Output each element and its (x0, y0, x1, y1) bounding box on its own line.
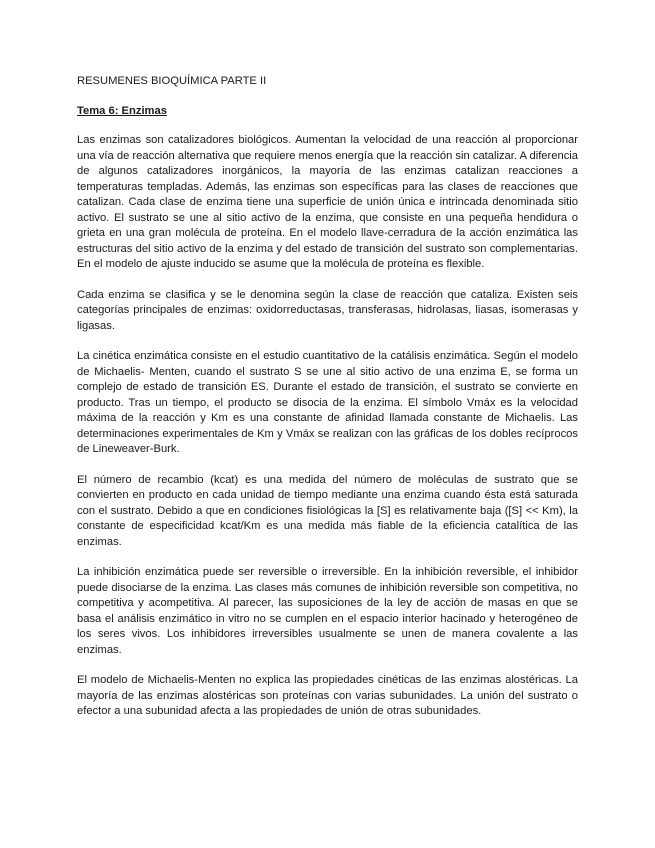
paragraph-enzyme-inhibition: La inhibición enzimática puede ser reversible o irreversible. En la inhibición reversible, el inhibidor puede disociarse de la enzima. Las clases más comunes de inhibición reversible son competitiva, no competitiva y acompetitiva. Al parecer, las suposiciones de la ley de acción de masas en que se basa el análisis enzimático in vitro no se cumplen en el espacio interior hacinado y heterogéneo de los seres vivos. Los inhibidores irreversibles usualmente se unen de manera covalente a las enzimas. (77, 566, 578, 656)
paragraph-enzyme-classes: Cada enzima se clasifica y se le denomina según la clase de reacción que cataliza. Existen seis categorías principales de enzimas: oxidorreductasas, transferasas, hidrolasas, liasas, isomerasas y ligasas. (77, 288, 578, 332)
document-title: RESUMENES BIOQUÍMICA PARTE II (77, 75, 267, 87)
paragraph-allosteric-enzymes: El modelo de Michaelis-Menten no explica las propiedades cinéticas de las enzimas alostéricas. La mayoría de las enzimas alostéricas son proteínas con varias subunidades. La unión del sustrato o efector a una subunidad afecta a las propiedades de unión de otras subunidades. (77, 674, 578, 717)
paragraph-turnover-number: El número de recambio (kcat) es una medida del número de moléculas de sustrato que se convierten en producto en cada unidad de tiempo mediante una enzima cuando ésta está saturada con el sustrato. Debido a que en condiciones fisiológicas la [S] es relativamente baja ([S] << Km), la constante de especificidad kcat/Km es una medida más fiable de la eficiencia catalítica de las enzimas. (77, 473, 578, 548)
document-page (77, 74, 578, 720)
section-heading: Tema 6: Enzimas (77, 104, 167, 117)
paragraph-enzyme-kinetics: La cinética enzimática consiste en el estudio cuantitativo de la catálisis enzimática. Según el modelo de Michaelis- Menten, cuando el sustrato S se une al sitio activo de una enzima E, se forma un complejo de estado de transición ES. Durante el estado de transición, el sustrato se convierte en producto. Tras un tiempo, el producto se disocia de la enzima. El símbolo Vmáx es la velocidad máxima de la reacción y Km es una constante de afinidad llamada constante de Michaelis. Las determinaciones experimentales de Km y Vmáx se realizan con las gráficas de los dobles recíprocos de Lineweaver-Burk. (77, 350, 578, 455)
paragraph-enzyme-intro: Las enzimas son catalizadores biológicos. Aumentan la velocidad de una reacción al proporcionar una vía de reacción alternativa que requiere menos energía que la reacción sin catalizar. A diferencia de algunos catalizadores inorgánicos, la mayoría de las enzimas catalizan reacciones a temperaturas templadas. Además, las enzimas son específicas para las clases de reacciones que catalizan. Cada clase de enzima tiene una superficie de unión única e intrincada denominada sitio activo. El sustrato se une al sitio activo de la enzima, que consiste en una pequeña hendidura o grieta en una gran molécula de proteína. En el modelo llave-cerradura de la acción enzimática las estructuras del sitio activo de la enzima y del estado de transición del sustrato son complementarias. En el modelo de ajuste inducido se asume que la molécula de proteína es flexible. (77, 134, 578, 270)
